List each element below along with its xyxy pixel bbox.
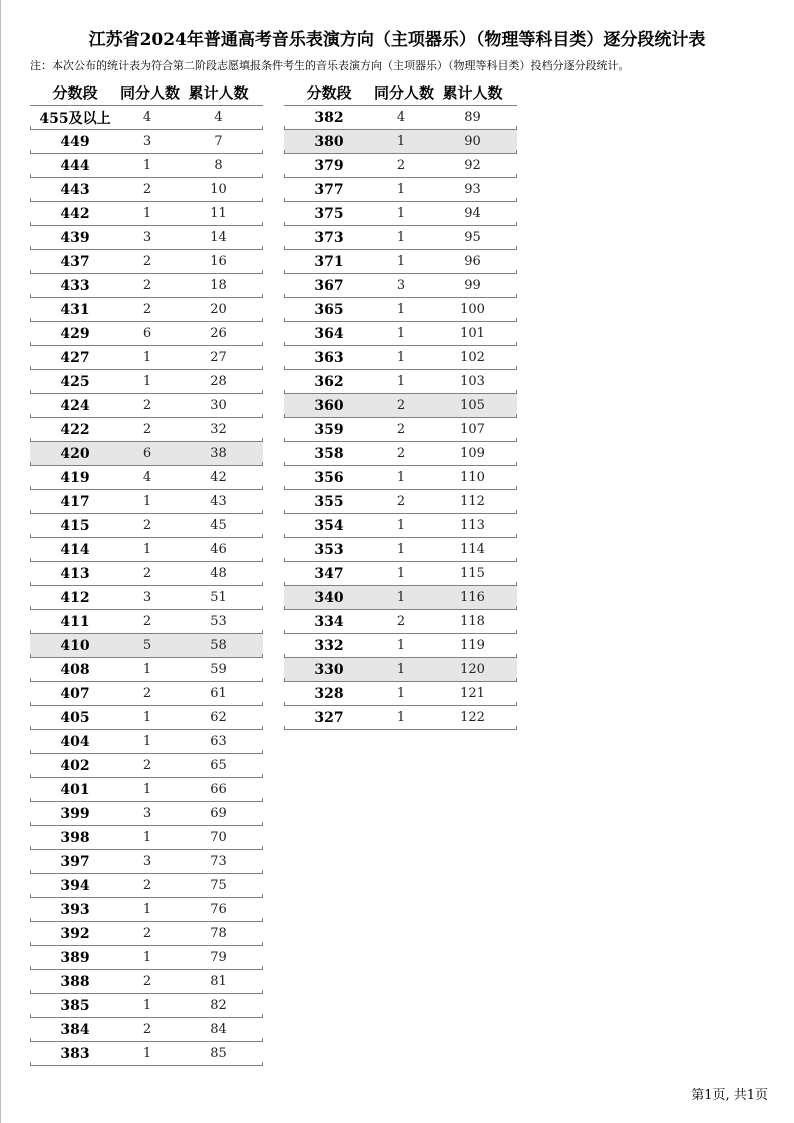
cell-score: 364 — [314, 325, 344, 342]
cell-same-count: 1 — [396, 206, 406, 221]
cell-cumulative-count: 11 — [210, 206, 227, 221]
header-cumulative-count: 累计人数 — [442, 84, 503, 102]
cell-cumulative-count: 89 — [464, 110, 481, 125]
header-same-count: 同分人数 — [120, 84, 181, 102]
table-row — [284, 634, 517, 658]
table-row — [30, 994, 263, 1018]
table-row — [30, 202, 263, 226]
cell-score: 422 — [60, 421, 90, 438]
cell-score: 359 — [314, 421, 344, 438]
cell-cumulative-count: 62 — [210, 710, 227, 725]
cell-score: 363 — [314, 349, 344, 366]
table-header — [284, 80, 517, 106]
cell-score: 353 — [314, 541, 344, 558]
cell-score: 449 — [60, 133, 90, 150]
cell-cumulative-count: 75 — [210, 878, 227, 893]
table-row — [30, 850, 263, 874]
cell-same-count: 2 — [396, 398, 406, 413]
cell-cumulative-count: 65 — [210, 758, 227, 773]
cell-same-count: 2 — [142, 518, 152, 533]
cell-same-count: 1 — [142, 662, 152, 677]
cell-cumulative-count: 103 — [460, 374, 485, 389]
table-body — [284, 106, 517, 730]
cell-cumulative-count: 92 — [464, 158, 481, 173]
cell-score: 429 — [60, 325, 90, 342]
table-row — [284, 154, 517, 178]
cell-cumulative-count: 101 — [460, 326, 485, 341]
cell-same-count: 1 — [396, 350, 406, 365]
cell-cumulative-count: 79 — [210, 950, 227, 965]
cell-score: 394 — [60, 877, 90, 894]
cell-same-count: 2 — [142, 398, 152, 413]
cell-same-count: 2 — [142, 878, 152, 893]
cell-cumulative-count: 116 — [460, 590, 485, 605]
cell-cumulative-count: 10 — [210, 182, 227, 197]
cell-same-count: 3 — [142, 854, 152, 869]
cell-cumulative-count: 73 — [210, 854, 227, 869]
cell-same-count: 2 — [142, 278, 152, 293]
cell-cumulative-count: 81 — [210, 974, 227, 989]
cell-score: 433 — [60, 277, 90, 294]
cell-same-count: 2 — [396, 158, 406, 173]
cell-same-count: 2 — [142, 758, 152, 773]
cell-score: 354 — [314, 517, 344, 534]
cell-score: 398 — [60, 829, 90, 846]
cell-score: 455及以上 — [39, 110, 111, 127]
table-row — [284, 202, 517, 226]
cell-score: 392 — [60, 925, 90, 942]
cell-score: 385 — [60, 997, 90, 1014]
page-footer: 第1页, 共1页 — [691, 1088, 768, 1103]
cell-cumulative-count: 61 — [210, 686, 227, 701]
cell-cumulative-count: 28 — [210, 374, 227, 389]
table-row — [284, 322, 517, 346]
cell-same-count: 1 — [142, 734, 152, 749]
cell-score: 332 — [314, 637, 344, 654]
cell-score: 358 — [314, 445, 344, 462]
table-row — [284, 538, 517, 562]
cell-same-count: 1 — [396, 254, 406, 269]
cell-score: 404 — [60, 733, 90, 750]
cell-same-count: 1 — [142, 374, 152, 389]
table-row — [30, 970, 263, 994]
cell-same-count: 1 — [396, 638, 406, 653]
cell-same-count: 1 — [396, 662, 406, 677]
cell-same-count: 6 — [142, 446, 152, 461]
cell-cumulative-count: 93 — [464, 182, 481, 197]
cell-same-count: 1 — [142, 494, 152, 509]
cell-score: 365 — [314, 301, 344, 318]
table-row — [284, 706, 517, 730]
table-row — [30, 418, 263, 442]
cell-score: 388 — [60, 973, 90, 990]
cell-cumulative-count: 121 — [460, 686, 485, 701]
cell-same-count: 1 — [396, 302, 406, 317]
cell-cumulative-count: 99 — [464, 278, 481, 293]
table-row — [284, 610, 517, 634]
cell-score: 382 — [314, 109, 344, 126]
table-row — [30, 298, 263, 322]
cell-cumulative-count: 7 — [214, 134, 223, 149]
cell-same-count: 4 — [396, 110, 406, 125]
cell-same-count: 2 — [142, 1022, 152, 1037]
table-row — [284, 178, 517, 202]
cell-cumulative-count: 8 — [214, 158, 223, 173]
table-row — [30, 250, 263, 274]
table-row — [284, 658, 517, 682]
document-note: 注：本次公布的统计表为符合第二阶段志愿填报条件考生的音乐表演方向（主项器乐）（物理等科目类）投档分逐分段统计。 — [30, 59, 630, 72]
table-row — [30, 898, 263, 922]
cell-cumulative-count: 118 — [460, 614, 485, 629]
cell-same-count: 2 — [396, 614, 406, 629]
cell-same-count: 2 — [396, 494, 406, 509]
cell-cumulative-count: 4 — [214, 110, 223, 125]
document-title: 江苏省2024年普通高考音乐表演方向（主项器乐）（物理等科目类）逐分段统计表 — [88, 30, 706, 50]
cell-cumulative-count: 51 — [210, 590, 227, 605]
table-row — [30, 490, 263, 514]
cell-cumulative-count: 70 — [210, 830, 227, 845]
cell-same-count: 1 — [396, 374, 406, 389]
table-row — [30, 538, 263, 562]
cell-same-count: 3 — [142, 806, 152, 821]
score-table-left — [30, 80, 263, 1066]
table-row — [30, 370, 263, 394]
table-row — [284, 466, 517, 490]
header-score: 分数段 — [306, 84, 352, 102]
cell-cumulative-count: 27 — [210, 350, 227, 365]
cell-same-count: 2 — [142, 614, 152, 629]
cell-score: 375 — [314, 205, 344, 222]
cell-score: 399 — [60, 805, 90, 822]
cell-score: 384 — [60, 1021, 90, 1038]
table-row — [30, 226, 263, 250]
cell-score: 380 — [314, 133, 344, 150]
cell-score: 401 — [60, 781, 90, 798]
table-row — [30, 274, 263, 298]
cell-cumulative-count: 69 — [210, 806, 227, 821]
cell-cumulative-count: 112 — [460, 494, 485, 509]
header-same-count: 同分人数 — [374, 84, 435, 102]
cell-score: 393 — [60, 901, 90, 918]
cell-same-count: 5 — [142, 638, 152, 653]
cell-cumulative-count: 114 — [460, 542, 485, 557]
cell-score: 408 — [60, 661, 90, 678]
table-row — [30, 826, 263, 850]
cell-same-count: 1 — [142, 950, 152, 965]
cell-score: 414 — [60, 541, 90, 558]
cell-same-count: 1 — [396, 182, 406, 197]
cell-same-count: 1 — [396, 566, 406, 581]
score-table-right — [284, 80, 517, 730]
cell-score: 389 — [60, 949, 90, 966]
cell-same-count: 1 — [142, 710, 152, 725]
cell-score: 330 — [314, 661, 344, 678]
cell-score: 371 — [314, 253, 344, 270]
cell-cumulative-count: 120 — [460, 662, 485, 677]
cell-score: 347 — [314, 565, 344, 582]
cell-same-count: 1 — [142, 998, 152, 1013]
cell-cumulative-count: 110 — [460, 470, 485, 485]
cell-same-count: 2 — [142, 566, 152, 581]
table-row — [30, 322, 263, 346]
cell-score: 411 — [60, 613, 90, 630]
cell-cumulative-count: 78 — [210, 926, 227, 941]
table-row — [284, 370, 517, 394]
cell-same-count: 1 — [396, 134, 406, 149]
cell-score: 431 — [60, 301, 90, 318]
cell-score: 424 — [60, 397, 90, 414]
cell-cumulative-count: 18 — [210, 278, 227, 293]
cell-same-count: 1 — [142, 830, 152, 845]
cell-score: 397 — [60, 853, 90, 870]
table-row — [30, 754, 263, 778]
table-row — [30, 706, 263, 730]
cell-same-count: 3 — [142, 230, 152, 245]
cell-same-count: 2 — [142, 926, 152, 941]
cell-score: 340 — [314, 589, 344, 606]
table-row — [284, 562, 517, 586]
cell-cumulative-count: 16 — [210, 254, 227, 269]
cell-cumulative-count: 96 — [464, 254, 481, 269]
table-row — [284, 586, 517, 610]
cell-same-count: 1 — [142, 206, 152, 221]
table-row — [284, 682, 517, 706]
table-row — [284, 394, 517, 418]
cell-score: 367 — [314, 277, 344, 294]
table-row — [284, 226, 517, 250]
cell-same-count: 2 — [142, 974, 152, 989]
cell-score: 373 — [314, 229, 344, 246]
cell-cumulative-count: 85 — [210, 1046, 227, 1061]
cell-same-count: 1 — [396, 230, 406, 245]
cell-same-count: 1 — [142, 782, 152, 797]
cell-cumulative-count: 46 — [210, 542, 227, 557]
cell-cumulative-count: 66 — [210, 782, 227, 797]
cell-same-count: 3 — [142, 134, 152, 149]
table-row — [30, 922, 263, 946]
cell-score: 410 — [60, 637, 90, 654]
cell-score: 415 — [60, 517, 90, 534]
cell-cumulative-count: 14 — [210, 230, 227, 245]
cell-same-count: 3 — [142, 590, 152, 605]
cell-same-count: 2 — [396, 446, 406, 461]
table-row — [30, 130, 263, 154]
table-row — [30, 658, 263, 682]
cell-cumulative-count: 100 — [460, 302, 485, 317]
cell-score: 427 — [60, 349, 90, 366]
cell-same-count: 4 — [142, 470, 152, 485]
cell-score: 420 — [60, 445, 90, 462]
table-row — [284, 490, 517, 514]
table-row — [30, 178, 263, 202]
cell-cumulative-count: 82 — [210, 998, 227, 1013]
table-row — [30, 874, 263, 898]
cell-same-count: 3 — [396, 278, 406, 293]
cell-cumulative-count: 122 — [460, 710, 485, 725]
cell-score: 379 — [314, 157, 344, 174]
cell-same-count: 1 — [142, 158, 152, 173]
table-row — [284, 130, 517, 154]
table-row — [30, 466, 263, 490]
cell-same-count: 1 — [396, 518, 406, 533]
table-row — [30, 802, 263, 826]
cell-score: 405 — [60, 709, 90, 726]
table-row — [30, 442, 263, 466]
table-row — [30, 730, 263, 754]
cell-same-count: 1 — [142, 1046, 152, 1061]
cell-score: 439 — [60, 229, 90, 246]
cell-score: 417 — [60, 493, 90, 510]
cell-cumulative-count: 30 — [210, 398, 227, 413]
cell-score: 327 — [314, 709, 344, 726]
cell-cumulative-count: 76 — [210, 902, 227, 917]
cell-score: 442 — [60, 205, 90, 222]
cell-score: 412 — [60, 589, 90, 606]
cell-cumulative-count: 42 — [210, 470, 227, 485]
cell-same-count: 1 — [396, 326, 406, 341]
table-row — [284, 346, 517, 370]
table-row — [30, 106, 263, 130]
cell-same-count: 1 — [142, 350, 152, 365]
cell-cumulative-count: 84 — [210, 1022, 227, 1037]
cell-same-count: 2 — [142, 686, 152, 701]
header-cumulative-count: 累计人数 — [188, 84, 249, 102]
cell-cumulative-count: 107 — [460, 422, 485, 437]
table-body — [30, 106, 263, 1066]
cell-cumulative-count: 63 — [210, 734, 227, 749]
table-row — [30, 154, 263, 178]
cell-cumulative-count: 90 — [464, 134, 481, 149]
cell-score: 356 — [314, 469, 344, 486]
cell-cumulative-count: 20 — [210, 302, 227, 317]
cell-same-count: 2 — [396, 422, 406, 437]
cell-same-count: 6 — [142, 326, 152, 341]
cell-same-count: 1 — [396, 542, 406, 557]
cell-cumulative-count: 95 — [464, 230, 481, 245]
cell-score: 419 — [60, 469, 90, 486]
cell-cumulative-count: 119 — [460, 638, 485, 653]
cell-same-count: 1 — [396, 590, 406, 605]
table-row — [284, 298, 517, 322]
cell-score: 360 — [314, 397, 344, 414]
table-row — [284, 442, 517, 466]
cell-score: 377 — [314, 181, 344, 198]
cell-same-count: 4 — [142, 110, 152, 125]
cell-score: 334 — [314, 613, 344, 630]
table-row — [284, 274, 517, 298]
cell-same-count: 2 — [142, 182, 152, 197]
cell-cumulative-count: 26 — [210, 326, 227, 341]
cell-score: 444 — [60, 157, 90, 174]
cell-cumulative-count: 59 — [210, 662, 227, 677]
table-row — [30, 778, 263, 802]
cell-same-count: 1 — [396, 470, 406, 485]
table-row — [284, 250, 517, 274]
cell-score: 362 — [314, 373, 344, 390]
table-row — [284, 418, 517, 442]
table-row — [30, 682, 263, 706]
table-row — [284, 106, 517, 130]
cell-cumulative-count: 45 — [210, 518, 227, 533]
table-row — [284, 514, 517, 538]
cell-score: 407 — [60, 685, 90, 702]
table-header — [30, 80, 263, 106]
cell-cumulative-count: 105 — [460, 398, 485, 413]
cell-same-count: 2 — [142, 254, 152, 269]
cell-score: 383 — [60, 1045, 90, 1062]
cell-cumulative-count: 109 — [460, 446, 485, 461]
cell-score: 355 — [314, 493, 344, 510]
header-score: 分数段 — [52, 84, 98, 102]
cell-score: 413 — [60, 565, 90, 582]
cell-cumulative-count: 115 — [460, 566, 485, 581]
cell-cumulative-count: 43 — [210, 494, 227, 509]
cell-cumulative-count: 113 — [460, 518, 485, 533]
table-row — [30, 514, 263, 538]
cell-same-count: 1 — [142, 902, 152, 917]
cell-same-count: 1 — [396, 686, 406, 701]
cell-same-count: 1 — [396, 710, 406, 725]
cell-score: 425 — [60, 373, 90, 390]
cell-cumulative-count: 94 — [464, 206, 481, 221]
table-row — [30, 946, 263, 970]
table-row — [30, 346, 263, 370]
cell-same-count: 2 — [142, 422, 152, 437]
cell-cumulative-count: 102 — [460, 350, 485, 365]
cell-score: 437 — [60, 253, 90, 270]
cell-cumulative-count: 58 — [210, 638, 227, 653]
cell-score: 328 — [314, 685, 344, 702]
table-row — [30, 634, 263, 658]
table-row — [30, 610, 263, 634]
cell-cumulative-count: 53 — [210, 614, 227, 629]
cell-same-count: 1 — [142, 542, 152, 557]
table-row — [30, 562, 263, 586]
table-row — [30, 1018, 263, 1042]
table-row — [30, 586, 263, 610]
cell-cumulative-count: 38 — [210, 446, 227, 461]
cell-score: 402 — [60, 757, 90, 774]
cell-same-count: 2 — [142, 302, 152, 317]
table-row — [30, 394, 263, 418]
table-row — [30, 1042, 263, 1066]
cell-cumulative-count: 48 — [210, 566, 227, 581]
cell-score: 443 — [60, 181, 90, 198]
cell-cumulative-count: 32 — [210, 422, 227, 437]
